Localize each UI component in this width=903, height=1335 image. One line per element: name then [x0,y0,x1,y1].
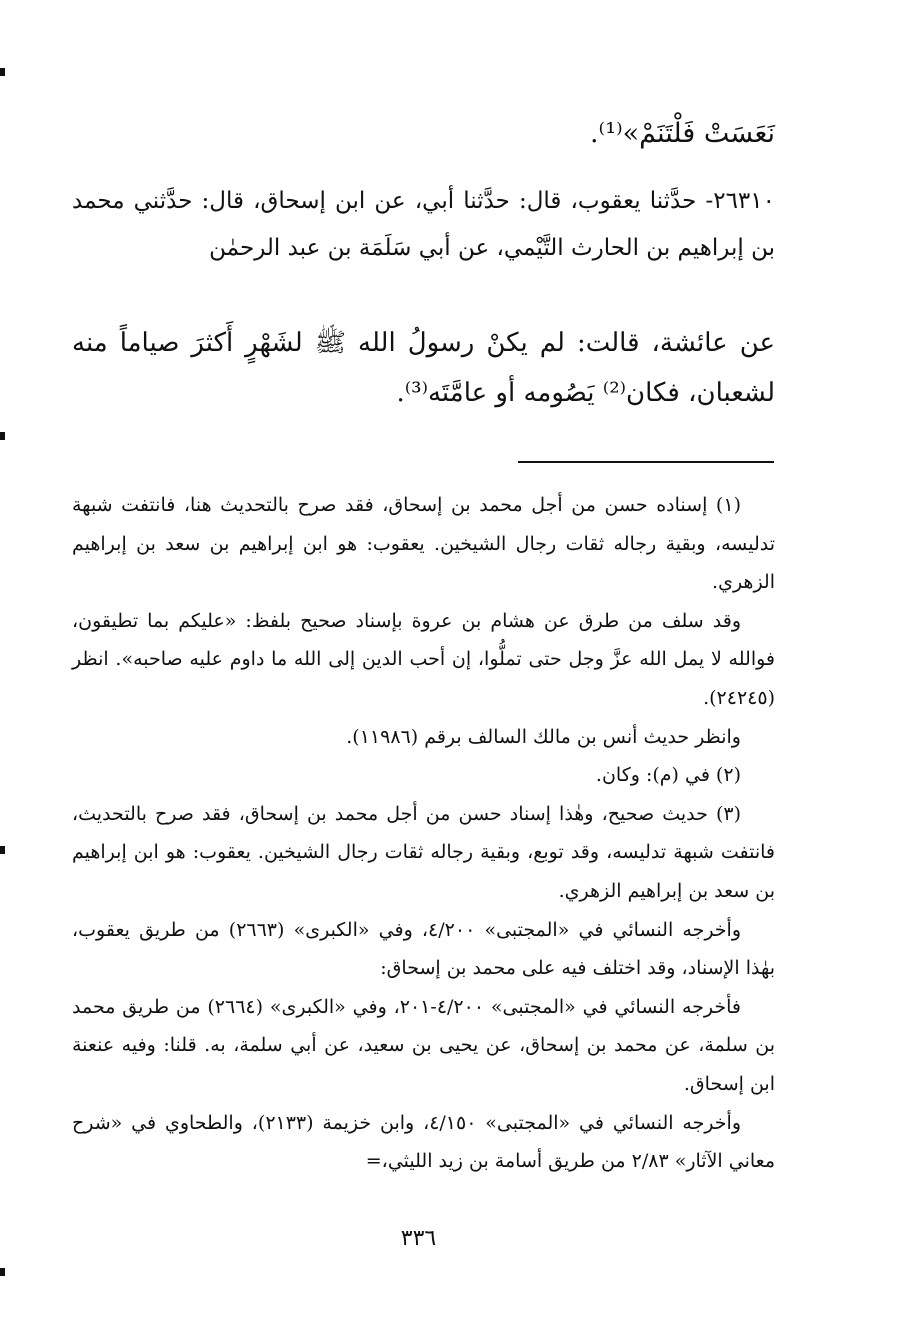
footnote-paragraph: وانظر حديث أنس بن مالك السالف برقم (١١٩٨٦). [346,725,741,748]
scan-edge-mark [0,432,5,440]
footnote-paragraph: (١) إسناده حسن من أجل محمد بن إسحاق، فقد صرح بالتحديث هنا، فانتفت شبهة تدليسه، وبقية رجاله ثقات رجال الشيخين. يعقوب: هو ابن إبراهيم بن سعد بن إبراهيم الزهري. [72,494,775,594]
page-number: ٣٣٦ [400,1226,437,1251]
hadith-matn: عن عائشة، قالت: لم يكنْ رسولُ الله ﷺ لشَهْرٍ أَكثرَ صياماً منه لشعبان، فكان⁽²⁾ يَصُومه أو عامَّتَه⁽³⁾. [72,328,775,408]
scan-edge-mark [0,846,5,854]
footnote-separator [518,461,774,463]
footnote-paragraph: (٢) في (م): وكان. [595,764,741,787]
footnote-paragraph: وقد سلف من طرق عن هشام بن عروة بإسناد صحيح بلفظ: «عليكم بما تطيقون، فوالله لا يمل الله عزَّ وجل حتى تملُّوا، إن أحب الدين إلى الله ما داوم عليه صاحبه». انظر (٢٤٢٤٥). [72,609,775,709]
footnote-paragraph: فأخرجه النسائي في «المجتبى» ٤/٢٠٠-٢٠١، وفي «الكبرى» (٢٦٦٤) من طريق محمد بن سلمة، عن محمد بن إسحاق، عن يحيى بن سعيد، عن أبي سلمة، به. قلنا: وفيه عنعنة ابن إسحاق. [72,995,775,1095]
footnotes-section [72,486,775,1181]
footnote-paragraph: (٣) حديث صحيح، وهٰذا إسناد حسن من أجل محمد بن إسحاق، فقد صرح بالتحديث، فانتفت شبهة تدليسه، وقد توبع، وبقية رجاله ثقات رجال الشيخين. يعقوب: هو ابن إبراهيم بن سعد بن إبراهيم الزهري. [72,802,775,902]
scan-edge-mark [0,1268,5,1276]
continued-hadith-ending: نَعَسَتْ فَلْتَنَمْ»⁽¹⁾. [589,118,775,149]
footnote-paragraph: وأخرجه النسائي في «المجتبى» ٤/١٥٠، وابن خزيمة (٢١٣٣)، والطحاوي في «شرح معاني الآثار» ٢/٨٣ من طريق أسامة بن زيد الليثي،= [72,1111,775,1173]
hadith-isnad: ٢٦٣١٠- حدَّثنا يعقوب، قال: حدَّثنا أبي، عن ابن إسحاق، قال: حدَّثني محمد بن إبراهيم بن الحارث التَّيْمي، عن أبي سَلَمَة بن عبد الرحمٰن [72,188,775,261]
scan-edge-mark [0,68,5,76]
footnote-paragraph: وأخرجه النسائي في «المجتبى» ٤/٢٠٠، وفي «الكبرى» (٢٦٦٣) من طريق يعقوب، بهٰذا الإسناد، وقد اختلف فيه على محمد بن إسحاق: [72,918,775,980]
